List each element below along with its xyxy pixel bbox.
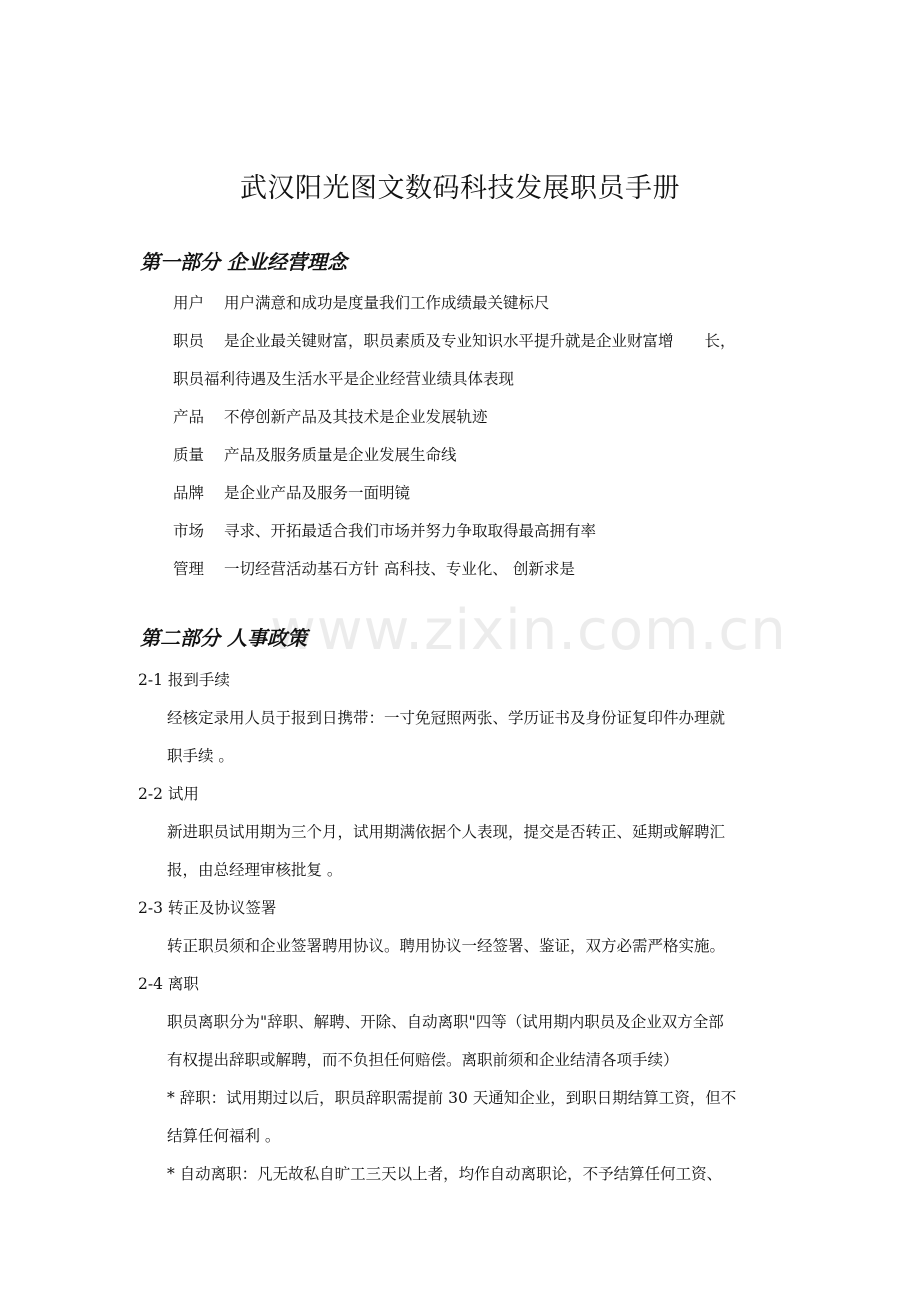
principle-text: 职员福利待遇及生活水平是企业经营业绩具体表现 bbox=[173, 370, 515, 388]
paragraph-line: 新进职员试用期为三个月，试用期满依据个人表现，提交是否转正、延期或解聘汇 bbox=[167, 823, 726, 841]
paragraph-line: * 自动离职：凡无故私自旷工三天以上者，均作自动离职论，不予结算任何工资、 bbox=[167, 1165, 723, 1183]
principle-row-management bbox=[173, 557, 575, 579]
paragraph-line: 职手续 。 bbox=[167, 747, 234, 765]
principle-text: 是企业产品及服务一面明镜 bbox=[224, 484, 411, 502]
section-title: 2-2 试用 bbox=[138, 785, 199, 803]
paragraph-line: 转正职员须和企业签署聘用协议。聘用协议一经签署、鉴证，双方必需严格实施。 bbox=[167, 937, 726, 955]
paragraph-line: 职员离职分为"辞职、解聘、开除、自动离职"四等（试用期内职员及企业双方全部 bbox=[167, 1013, 724, 1031]
principle-text: 是企业最关键财富，职员素质及专业知识水平提升就是企业财富增 长， bbox=[224, 332, 736, 350]
principle-text: 用户满意和成功是度量我们工作成绩最关键标尺 bbox=[224, 294, 550, 312]
part1-heading: 第一部分 企业经营理念 bbox=[140, 250, 347, 274]
section-title: 2-3 转正及协议签署 bbox=[138, 899, 277, 917]
paragraph-line: 有权提出辞职或解聘，而不负担任何赔偿。离职前须和企业结清各项手续） bbox=[167, 1051, 679, 1069]
section-title: 2-1 报到手续 bbox=[138, 671, 230, 689]
principle-row-market bbox=[173, 519, 596, 541]
principle-row-staff-cont bbox=[173, 367, 514, 389]
principle-text: 不停创新产品及其技术是企业发展轨迹 bbox=[224, 408, 488, 426]
paragraph-line: 结算任何福利 。 bbox=[167, 1127, 281, 1145]
principle-term: 质量 bbox=[173, 446, 205, 464]
watermark: www.zixin.com.cn bbox=[270, 598, 787, 663]
principle-term: 用户 bbox=[173, 294, 205, 312]
principle-term: 市场 bbox=[173, 522, 205, 540]
principle-row-brand bbox=[173, 481, 410, 503]
principle-text: 产品及服务质量是企业发展生命线 bbox=[224, 446, 457, 464]
principle-row-product bbox=[173, 405, 488, 427]
section-title: 2-4 离职 bbox=[138, 975, 199, 993]
paragraph-line: 经核定录用人员于报到日携带：一寸免冠照两张、学历证书及身份证复印件办理就 bbox=[167, 709, 726, 727]
principle-text: 寻求、开拓最适合我们市场并努力争取取得最高拥有率 bbox=[224, 522, 597, 540]
paragraph-line: 报，由总经理审核批复 。 bbox=[167, 861, 343, 879]
principle-term: 产品 bbox=[173, 408, 205, 426]
principle-term: 品牌 bbox=[173, 484, 205, 502]
principle-row-staff bbox=[173, 329, 736, 351]
document-title: 武汉阳光图文数码科技发展职员手册 bbox=[240, 173, 680, 204]
part2-heading: 第二部分 人事政策 bbox=[140, 626, 307, 650]
principle-term: 管理 bbox=[173, 560, 205, 578]
principle-row-user bbox=[173, 291, 550, 313]
principle-text: 一切经营活动基石方针 高科技、专业化、 创新求是 bbox=[224, 560, 575, 578]
principle-term: 职员 bbox=[173, 332, 205, 350]
paragraph-line: * 辞职：试用期过以后，职员辞职需提前 30 天通知企业，到职日期结算工资，但不 bbox=[167, 1089, 737, 1107]
principle-row-quality bbox=[173, 443, 457, 465]
